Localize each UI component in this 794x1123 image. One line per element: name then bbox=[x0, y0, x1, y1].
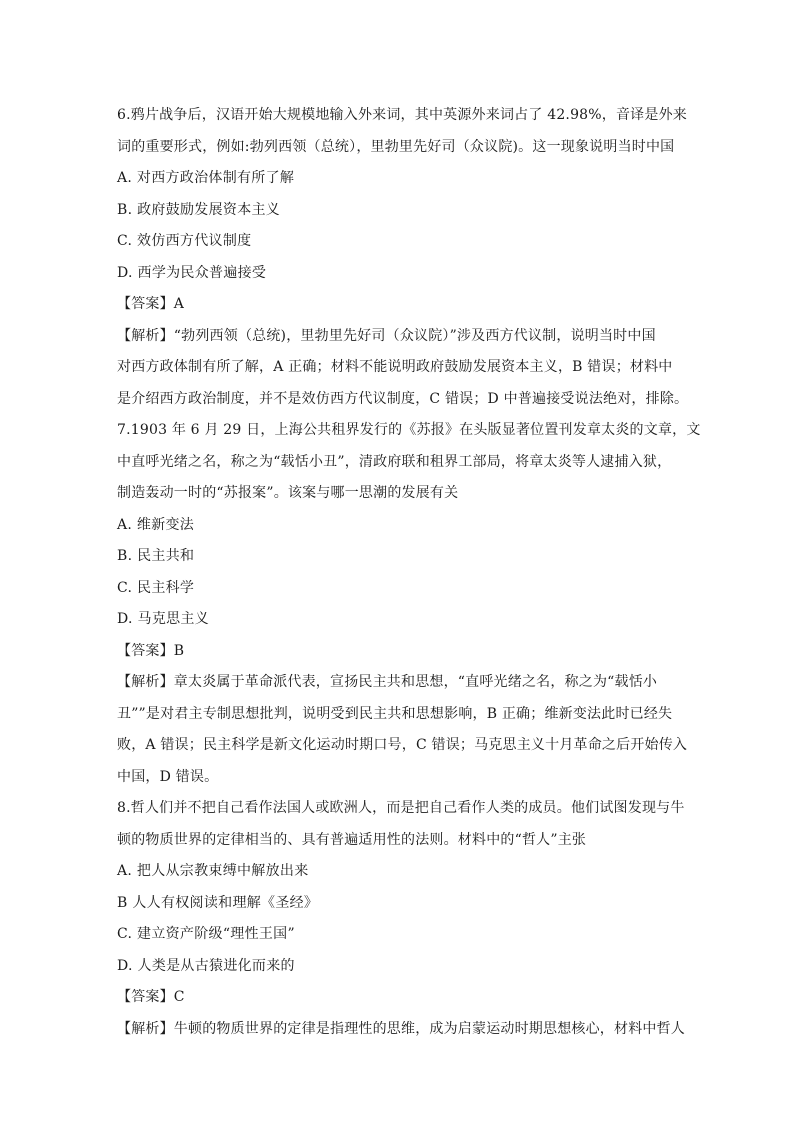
option-c: C. 民主科学 bbox=[117, 579, 195, 596]
answer-line: 【答案】B bbox=[117, 642, 185, 659]
question-stem-line: 词的重要形式，例如:勃列西领（总统），里勃里先好司（众议院)。这一现象说明当时中国 bbox=[117, 138, 675, 155]
option-a: A. 把人从宗教束缚中解放出来 bbox=[117, 863, 309, 879]
option-b: B. 民主共和 bbox=[117, 548, 195, 564]
analysis-line: 【解析】章太炎属于革命派代表，宣扬民主共和思想，“直呼光绪之名，称之为“载恬小 bbox=[117, 674, 658, 690]
option-b: B. 政府鼓励发展资本主义 bbox=[117, 201, 281, 218]
option-c: C. 效仿西方代议制度 bbox=[117, 233, 252, 249]
question-stem-line: 中直呼光绪之名，称之为“载恬小丑”，清政府联和租界工部局，将章太炎等人逮捕入狱， bbox=[117, 453, 672, 470]
analysis-line: 败，A 错误；民主科学是新文化运动时期口号，C 错误；马克思主义十月革命之后开始传入 bbox=[117, 737, 688, 753]
question-stem-line: 6.鸦片战争后，汉语开始大规模地输入外来词，其中英源外来词占了 42.98%，音译是外来 bbox=[117, 107, 687, 123]
document-page bbox=[117, 100, 701, 1045]
question-stem-line: 8.哲人们并不把自己看作法国人或欧洲人，而是把自己看作人类的成员。他们试图发现与牛 bbox=[117, 800, 685, 816]
option-a: A. 维新变法 bbox=[117, 516, 195, 533]
answer-line: 【答案】C bbox=[117, 989, 185, 1005]
analysis-line: 【解析】“勃列西领（总统)，里勃里先好司（众议院）”涉及西方代议制，说明当时中国 bbox=[117, 327, 656, 344]
analysis-line: 中国，D 错误。 bbox=[117, 768, 219, 785]
analysis-line: 是介绍西方政治制度，并不是效仿西方代议制度，C 错误；D 中普遍接受说法绝对，排除。 bbox=[117, 390, 689, 407]
question-7 bbox=[117, 415, 701, 793]
question-stem-line: 7.1903 年 6 月 29 日，上海公共租界发行的《苏报》在头版显著位置刊发章太炎的文章，文 bbox=[117, 422, 701, 438]
question-stem-line: 制造轰动一时的“苏报案”。该案与哪一思潮的发展有关 bbox=[117, 485, 459, 501]
option-a: A. 对西方政治体制有所了解 bbox=[117, 170, 295, 186]
analysis-line: 丑””是对君主专制思想批判，说明受到民主共和思想影响，B 正确；维新变法此时已经失 bbox=[117, 705, 673, 722]
option-b: B 人人有权阅读和理解《圣经》 bbox=[117, 894, 319, 911]
question-6 bbox=[117, 100, 689, 415]
option-c: C. 建立资产阶级“理性王国” bbox=[117, 926, 295, 942]
question-8 bbox=[117, 793, 685, 1045]
option-d: D. 西学为民众普遍接受 bbox=[117, 264, 267, 281]
answer-line: 【答案】A bbox=[117, 296, 185, 312]
option-d: D. 人类是从古猿进化而来的 bbox=[117, 957, 295, 974]
option-d: D. 马克思主义 bbox=[117, 611, 210, 627]
question-stem-line: 顿的物质世界的定律相当的、具有普遍适用性的法则。材料中的“哲人”主张 bbox=[117, 831, 587, 848]
analysis-line: 对西方政体制有所了解，A 正确；材料不能说明政府鼓励发展资本主义，B 错误；材料中 bbox=[117, 359, 673, 375]
analysis-line: 【解析】牛顿的物质世界的定律是指理性的思维，成为启蒙运动时期思想核心，材料中哲人 bbox=[117, 1020, 685, 1037]
